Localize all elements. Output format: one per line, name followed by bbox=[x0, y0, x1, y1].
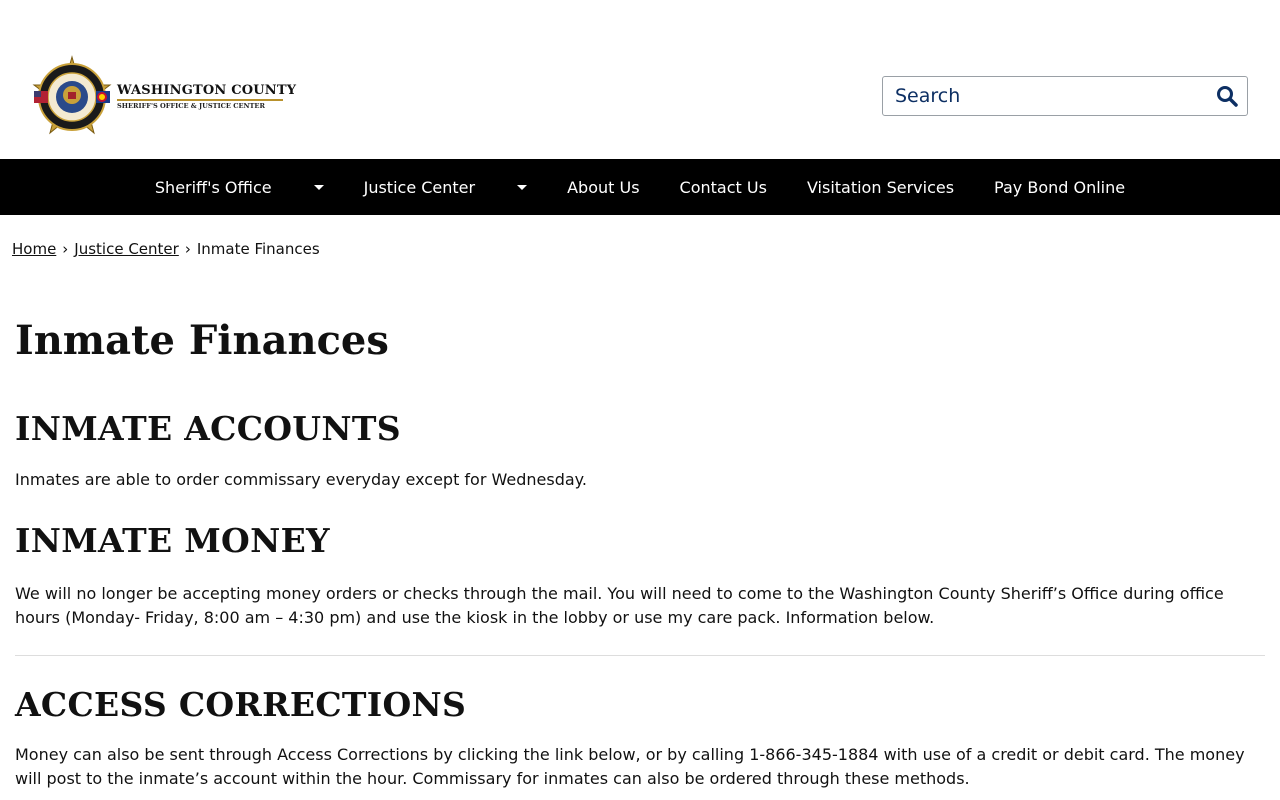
breadcrumb-justice-center-link[interactable]: Justice Center bbox=[74, 240, 179, 258]
nav-item-label: About Us bbox=[567, 177, 640, 197]
nav-item-label: Contact Us bbox=[679, 177, 767, 197]
nav-item-label: Visitation Services bbox=[806, 177, 955, 197]
section-divider bbox=[15, 655, 1265, 656]
nav-item-label: Sheriff's Office bbox=[154, 177, 272, 197]
nav-item-label: Justice Center bbox=[363, 177, 476, 197]
search-icon bbox=[1216, 85, 1238, 107]
logo-subtitle: SHERIFF'S OFFICE & JUSTICE CENTER bbox=[117, 101, 265, 110]
nav-item-label: Pay Bond Online bbox=[994, 177, 1126, 197]
nav-item-sheriffs-office[interactable] bbox=[135, 159, 344, 215]
breadcrumb-home-link[interactable]: Home bbox=[12, 240, 57, 258]
section-heading-access-corrections: ACCESS CORRECTIONS bbox=[15, 685, 467, 724]
breadcrumb-separator: › bbox=[184, 240, 191, 258]
search-button[interactable] bbox=[1215, 84, 1239, 108]
section-heading-inmate-accounts: INMATE ACCOUNTS bbox=[15, 409, 401, 448]
nav-item-about-us[interactable] bbox=[547, 159, 659, 215]
nav-item-pay-bond-online[interactable] bbox=[974, 159, 1145, 215]
sheriff-seal-icon bbox=[30, 55, 114, 139]
main-content bbox=[15, 300, 1265, 791]
logo-title: WASHINGTON COUNTY bbox=[117, 82, 297, 98]
section-body-inmate-money: We will no longer be accepting money orders or checks through the mail. You will need to come to the Washington County Sheriff’s Office during office hours (Monday- Friday, 8:00 am – 4:30 pm) and use the kiosk in the lobby or use my care pack. Information below. bbox=[15, 584, 1224, 627]
breadcrumb-separator: › bbox=[62, 240, 69, 258]
breadcrumb bbox=[12, 240, 320, 258]
logo-divider bbox=[117, 99, 283, 101]
page-title: Inmate Finances bbox=[15, 317, 389, 364]
nav-item-visitation-services[interactable] bbox=[787, 159, 974, 215]
search-box bbox=[882, 76, 1248, 116]
site-header bbox=[0, 0, 1280, 159]
section-heading-inmate-money: INMATE MONEY bbox=[15, 521, 330, 560]
site-logo[interactable] bbox=[30, 55, 297, 139]
caret-down-icon[interactable] bbox=[314, 185, 324, 190]
nav-item-justice-center[interactable] bbox=[344, 159, 548, 215]
section-body-inmate-accounts: Inmates are able to order commissary everyday except for Wednesday. bbox=[15, 470, 587, 489]
section-body-access-corrections: Money can also be sent through Access Corrections by clicking the link below, or by calling 1-866-345-1884 with use of a credit or debit card. The money will post to the inmate’s account within the hour. Commissary for inmates can also be ordered through these methods. bbox=[15, 745, 1245, 788]
nav-item-contact-us[interactable] bbox=[660, 159, 787, 215]
breadcrumb-current: Inmate Finances bbox=[196, 240, 320, 258]
search-input[interactable] bbox=[883, 78, 1195, 114]
main-nav bbox=[0, 159, 1280, 215]
caret-down-icon[interactable] bbox=[517, 185, 527, 190]
